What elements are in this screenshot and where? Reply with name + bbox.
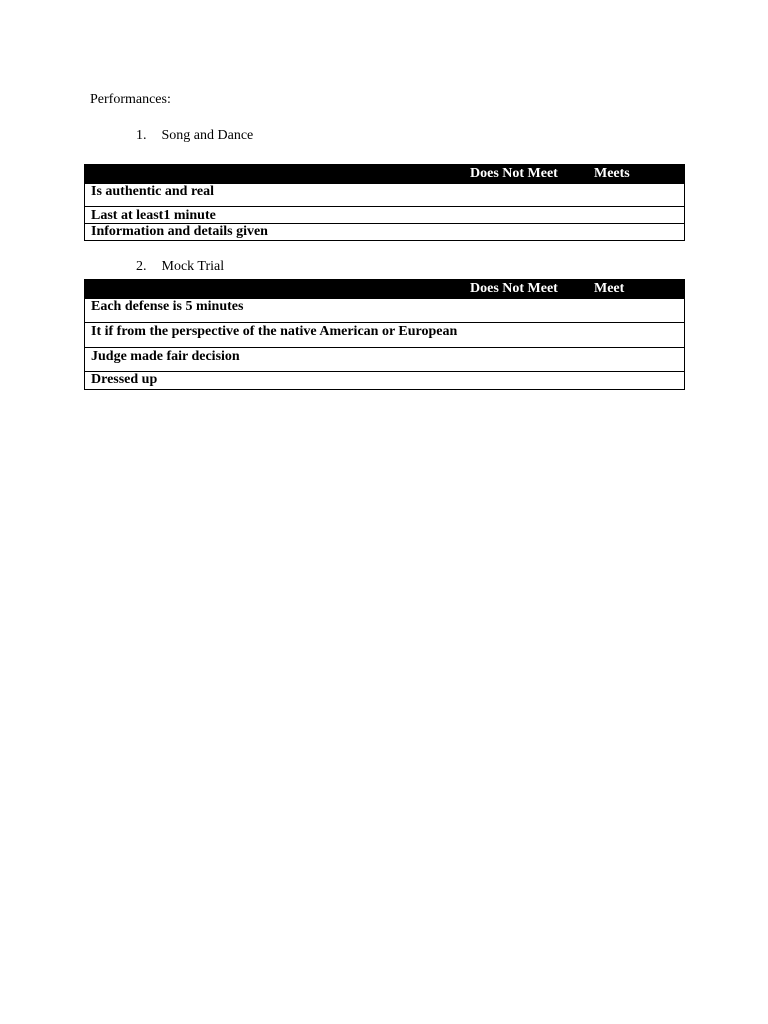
column-header-meet: Meet — [594, 281, 625, 296]
list-title: Mock Trial — [161, 259, 225, 274]
table-header — [85, 280, 684, 298]
section-title-song-and-dance — [136, 128, 253, 144]
column-header-does-not-meet: Does Not Meet — [470, 166, 558, 181]
table-row: Judge made fair decision — [85, 347, 684, 371]
page-heading: Performances: — [90, 92, 171, 107]
column-header-meets: Meets — [594, 166, 630, 181]
table-row: Last at least1 minute — [85, 206, 684, 223]
list-number: 2. — [136, 259, 147, 274]
table-row: Dressed up — [85, 371, 684, 389]
table-row: It if from the perspective of the native American or European — [85, 322, 684, 347]
table-row: Is authentic and real — [85, 183, 684, 206]
rubric-table-song-and-dance — [84, 164, 685, 241]
list-title: Song and Dance — [161, 128, 254, 143]
column-header-does-not-meet: Does Not Meet — [470, 281, 558, 296]
table-row: Each defense is 5 minutes — [85, 298, 684, 322]
rubric-table-mock-trial — [84, 279, 685, 390]
section-title-mock-trial — [136, 259, 224, 275]
list-number: 1. — [136, 128, 147, 143]
table-row: Information and details given — [85, 223, 684, 240]
table-header — [85, 165, 684, 183]
